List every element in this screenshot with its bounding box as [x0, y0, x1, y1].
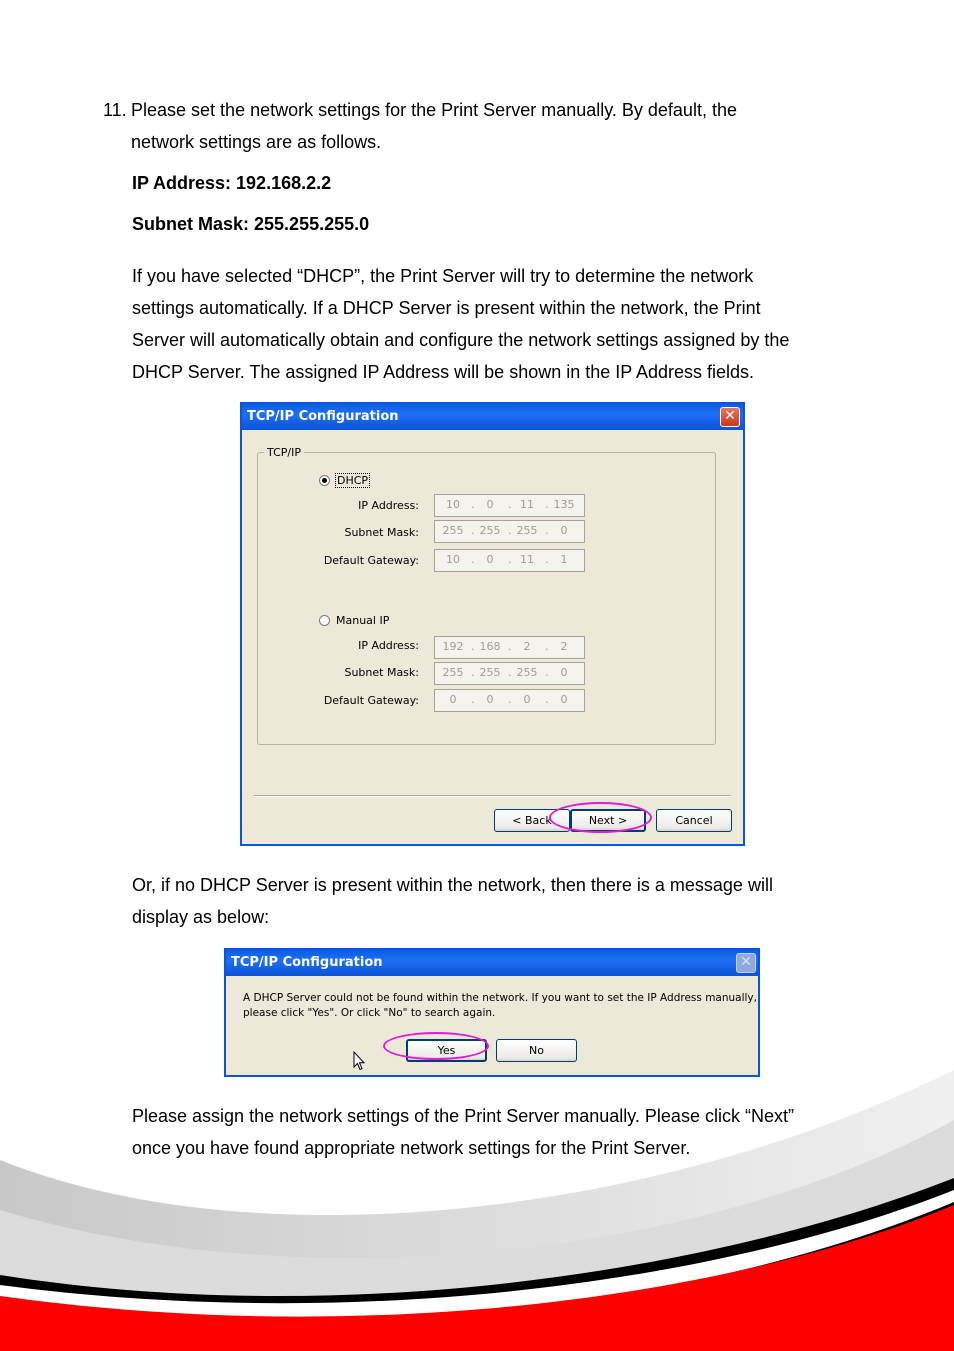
dhcp-radio-label[interactable]: DHCP [337, 474, 369, 487]
step-number: 11. [103, 100, 127, 120]
manual-ip-field[interactable]: 192 . 168 . 2 . 2 [434, 636, 585, 659]
manual-gateway-field[interactable]: 0 . 0 . 0 . 0 [434, 689, 585, 712]
final-para-2: once you have found appropriate network settings for the Print Server. [132, 1138, 691, 1158]
or-para-2: display as below: [132, 907, 270, 927]
dhcp-ip-label: IP Address: [358, 499, 419, 512]
octet: 0 [486, 498, 494, 511]
manual-gateway-label: Default Gateway: [323, 694, 419, 707]
octet: 168 [479, 640, 501, 653]
octet: 10 [446, 553, 460, 566]
step-line-2: network settings are as follows. [131, 132, 382, 152]
octet: 0 [560, 524, 568, 537]
or-para-1: Or, if no DHCP Server is present within the network, then there is a message will [132, 875, 773, 895]
dhcp-para-4: DHCP Server. The assigned IP Address will be shown in the IP Address fields. [132, 362, 755, 382]
manual-mask-field[interactable]: 255 . 255 . 255 . 0 [434, 662, 585, 685]
dhcp-mask-field: 255 . 255 . 255 . 0 [434, 520, 585, 543]
manual-ip-label: IP Address: [358, 639, 419, 652]
tcpip-group-legend: TCP/IP [264, 446, 304, 459]
octet: 255 [479, 666, 501, 679]
dhcp-radio[interactable] [319, 475, 330, 486]
dialog2-message-line-1: A DHCP Server could not be found within the network. If you want to set the IP Address manually, [243, 992, 757, 1004]
tcpip-config-dialog [240, 402, 745, 846]
octet: 0 [486, 693, 494, 706]
cancel-button[interactable]: Cancel [656, 809, 732, 832]
octet: 135 [553, 498, 575, 511]
octet: 1 [560, 553, 568, 566]
dialog2-titlebar [226, 950, 758, 976]
dhcp-ip-field: 10 . 0 . 11 . 135 [434, 494, 585, 517]
octet: 10 [446, 498, 460, 511]
dhcp-not-found-dialog [224, 948, 760, 1077]
octet: 0 [560, 693, 568, 706]
close-icon[interactable]: ✕ [720, 407, 740, 427]
next-button[interactable]: Next > [570, 809, 646, 832]
octet: 255 [479, 524, 501, 537]
highlight-ring-yes [383, 1032, 489, 1060]
dialog-title: TCP/IP Configuration [247, 409, 399, 424]
octet: 11 [520, 498, 534, 511]
dhcp-mask-label: Subnet Mask: [344, 526, 419, 539]
octet: 0 [449, 693, 457, 706]
dialog2-message-line-2: please click "Yes". Or click "No" to search again. [243, 1007, 496, 1019]
dhcp-para-2: settings automatically. If a DHCP Server is present within the network, the Print [132, 298, 761, 318]
final-para-1: Please assign the network settings of the Print Server manually. Please click “Next” [132, 1106, 794, 1126]
dhcp-para-3: Server will automatically obtain and configure the network settings assigned by the [132, 330, 790, 350]
octet: 2 [523, 640, 531, 653]
octet: 255 [442, 524, 464, 537]
highlight-ring-next [549, 802, 652, 833]
octet: 192 [442, 640, 464, 653]
dialog2-title: TCP/IP Configuration [231, 955, 383, 970]
octet: 0 [486, 553, 494, 566]
close-icon: ✕ [736, 953, 756, 973]
manual-ip-radio[interactable] [319, 615, 330, 626]
separator-line [254, 795, 731, 797]
default-mask: Subnet Mask: 255.255.255.0 [132, 214, 370, 234]
manual-ip-radio-label[interactable]: Manual IP [336, 614, 390, 627]
yes-button[interactable]: Yes [406, 1039, 487, 1062]
manual-mask-label: Subnet Mask: [344, 666, 419, 679]
dialog-titlebar [242, 404, 743, 430]
octet: 11 [520, 553, 534, 566]
dhcp-gateway-field: 10 . 0 . 11 . 1 [434, 549, 585, 572]
octet: 255 [516, 666, 538, 679]
octet: 2 [560, 640, 568, 653]
no-button[interactable]: No [496, 1039, 577, 1062]
octet: 0 [560, 666, 568, 679]
octet: 255 [516, 524, 538, 537]
octet: 255 [442, 666, 464, 679]
default-ip: IP Address: 192.168.2.2 [132, 173, 332, 193]
dhcp-para-1: If you have selected “DHCP”, the Print Server will try to determine the network [132, 266, 754, 286]
footer-swoosh [0, 1060, 954, 1351]
octet: 0 [523, 693, 531, 706]
step-line-1: Please set the network settings for the Print Server manually. By default, the [131, 100, 737, 120]
back-button[interactable]: < Back [494, 809, 570, 832]
dhcp-gateway-label: Default Gateway: [323, 554, 419, 567]
